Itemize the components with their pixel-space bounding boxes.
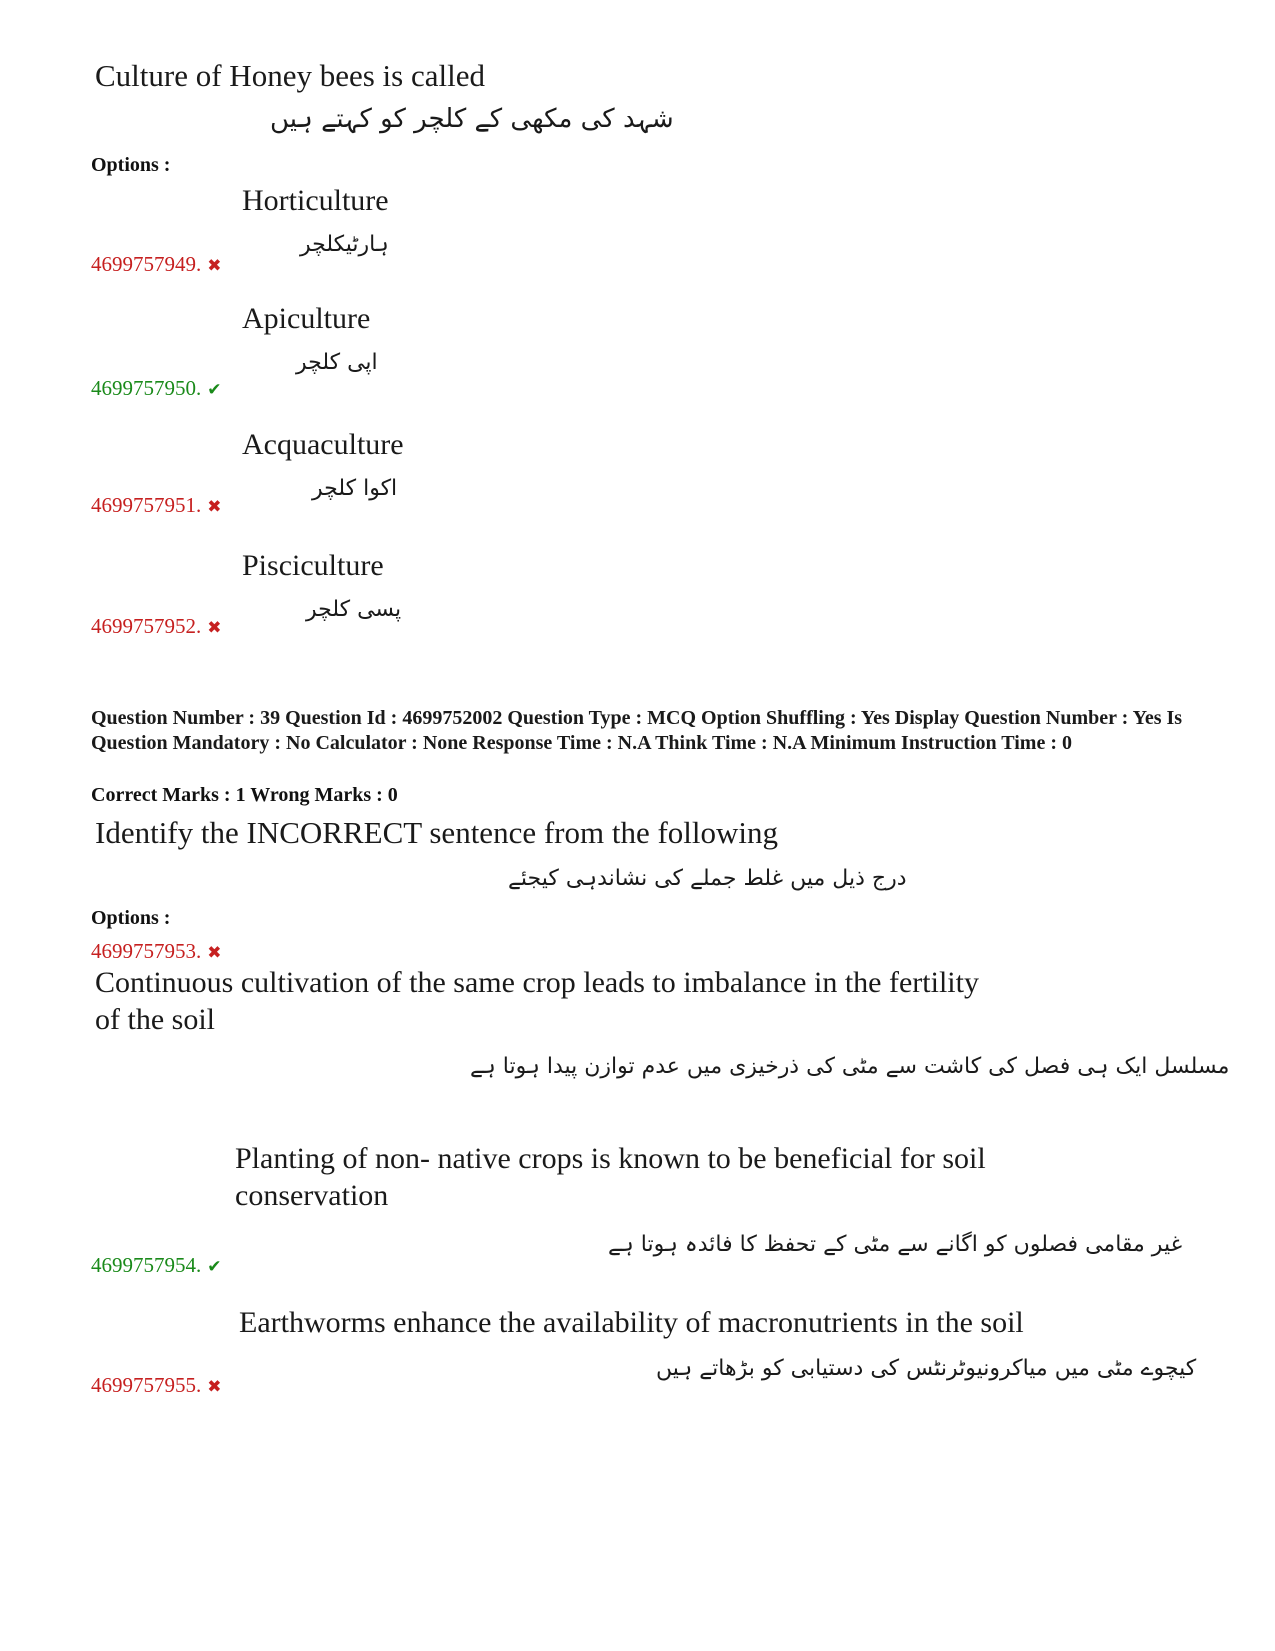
option-text-urdu: کیچوے مٹی میں میاکرونیوٹرنٹس کی دستیابی کو بڑھاتے ہیں [656,1356,1197,1381]
option-text-line2: of the soil [95,1003,215,1036]
option-id: 4699757951. ✖ [91,493,222,517]
marks-info: Correct Marks : 1 Wrong Marks : 0 [91,784,398,806]
option-id: 4699757949. ✖ [91,252,222,276]
option-text-urdu: ہارٹیکلچر [300,232,389,257]
option-text: Apiculture [242,302,371,335]
option-text-line2: conservation [235,1179,389,1212]
option-text: Planting of non- native crops is known to be beneficial for soil [235,1142,986,1175]
option-id: 4699757954. ✔ [91,1253,222,1277]
question-meta: Question Number : 39 Question Id : 4699752002 Question Type : MCQ Option Shuffling : Yes Display Question Number : Yes Is Question Mandatory : No Calculator : None Response Time : N.A Think Time : N.A Minimum Instruction Time : 0 [91,707,1183,754]
question-text: Culture of Honey bees is called [95,58,485,93]
option-text: Earthworms enhance the availability of macronutrients in the soil [239,1306,1024,1339]
option-id: 4699757950. ✔ [91,376,222,400]
question-text-urdu: شہد کی مکھی کے کلچر کو کہتے ہیں [270,104,674,134]
option-text-urdu: غیر مقامی فصلوں کو اگانے سے مٹی کے تحفظ کا فائدہ ہوتا ہے [608,1232,1183,1257]
wrong-icon: ✖ [207,943,222,963]
option-text: Pisciculture [242,549,384,582]
option-text: Acquaculture [242,428,404,461]
option-text-urdu: مسلسل ایک ہی فصل کی کاشت سے مٹی کی ذرخیزی میں عدم توازن پیدا ہوتا ہے [470,1054,1230,1079]
option-id: 4699757952. ✖ [91,614,222,638]
question-text-urdu: درج ذیل میں غلط جملے کی نشاندہی کیجئے [508,866,907,891]
option-text-urdu: اکوا کلچر [312,476,398,501]
option-id: 4699757953. ✖ [91,939,222,963]
options-label: Options : [91,154,171,176]
correct-icon: ✔ [207,1257,222,1277]
option-text-urdu: پسی کلچر [306,597,402,622]
option-text: Continuous cultivation of the same crop leads to imbalance in the fertility [95,966,979,999]
option-text-urdu: اپی کلچر [296,350,378,375]
wrong-icon: ✖ [207,1377,222,1397]
wrong-icon: ✖ [207,497,222,517]
correct-icon: ✔ [207,380,222,400]
question-text: Identify the INCORRECT sentence from the following [95,815,779,850]
options-label: Options : [91,907,171,929]
option-id: 4699757955. ✖ [91,1373,222,1397]
option-text: Horticulture [242,184,389,217]
wrong-icon: ✖ [207,256,222,276]
wrong-icon: ✖ [207,618,222,638]
